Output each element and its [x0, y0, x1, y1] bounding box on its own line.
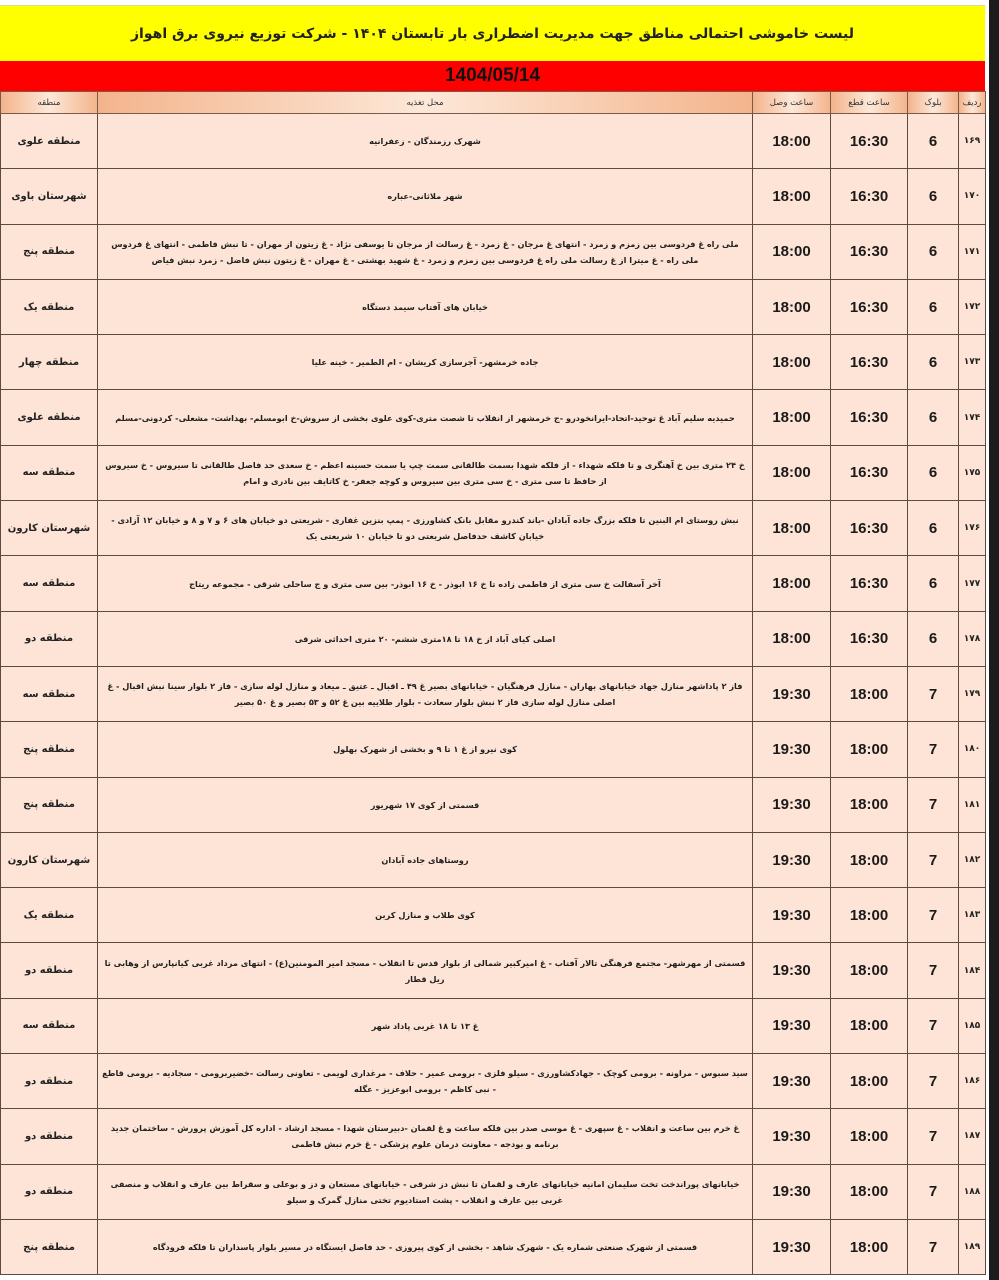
table-row	[1, 279, 986, 334]
row-number: ۱۷۷	[959, 556, 986, 611]
cut-time: 18:00	[831, 1219, 908, 1274]
table-row	[1, 335, 986, 390]
region-name: منطقه دو	[1, 1109, 98, 1164]
region-name: منطقه سه	[1, 445, 98, 500]
cut-time: 18:00	[831, 832, 908, 887]
table-row	[1, 832, 986, 887]
col-header-connect-time: ساعت وصل	[753, 92, 831, 114]
connect-time: 19:30	[753, 722, 831, 777]
date-banner	[0, 61, 985, 91]
block-number: 6	[908, 390, 959, 445]
connect-time: 19:30	[753, 1054, 831, 1109]
row-number: ۱۷۲	[959, 279, 986, 334]
block-number: 7	[908, 998, 959, 1053]
block-number: 7	[908, 832, 959, 887]
row-number: ۱۷۹	[959, 666, 986, 721]
block-number: 6	[908, 335, 959, 390]
cut-time: 18:00	[831, 1054, 908, 1109]
cut-time: 16:30	[831, 611, 908, 666]
table-row	[1, 777, 986, 832]
col-header-cut-time: ساعت قطع	[831, 92, 908, 114]
outage-table	[0, 91, 986, 1275]
block-number: 7	[908, 888, 959, 943]
cut-time: 18:00	[831, 1109, 908, 1164]
table-header-row	[1, 92, 986, 114]
row-number: ۱۸۶	[959, 1054, 986, 1109]
feed-location: خیابان های آفتاب سیمد دستگاه	[98, 279, 753, 334]
row-number: ۱۷۴	[959, 390, 986, 445]
block-number: 6	[908, 114, 959, 169]
schedule-date: 1404/05/14	[444, 65, 541, 86]
region-name: منطقه دو	[1, 943, 98, 998]
region-name: منطقه یک	[1, 888, 98, 943]
row-number: ۱۷۵	[959, 445, 986, 500]
region-name: منطقه سه	[1, 666, 98, 721]
region-name: منطقه دو	[1, 1054, 98, 1109]
cut-time: 16:30	[831, 114, 908, 169]
region-name: منطقه پنج	[1, 777, 98, 832]
table-row	[1, 722, 986, 777]
table-row	[1, 390, 986, 445]
outage-schedule-sheet	[0, 5, 985, 1275]
region-name: منطقه یک	[1, 279, 98, 334]
region-name: منطقه پنج	[1, 224, 98, 279]
table-row	[1, 1219, 986, 1274]
connect-time: 18:00	[753, 611, 831, 666]
cut-time: 16:30	[831, 279, 908, 334]
connect-time: 19:30	[753, 777, 831, 832]
cut-time: 18:00	[831, 888, 908, 943]
connect-time: 18:00	[753, 114, 831, 169]
table-row	[1, 114, 986, 169]
region-name: منطقه پنج	[1, 1219, 98, 1274]
block-number: 7	[908, 1164, 959, 1219]
cut-time: 18:00	[831, 998, 908, 1053]
col-header-block: بلوک	[908, 92, 959, 114]
cut-time: 16:30	[831, 224, 908, 279]
cut-time: 16:30	[831, 390, 908, 445]
feed-location: شهر ملاثانی-عباره	[98, 169, 753, 224]
feed-location: سید سبوس - مراونه - برومی کوچک - جهادکشاورزی - سیلو فلزی - برومی عمیر - حلاف - مرغداری لویمی - تعاونی رسالت -خضیربرومی - سجادیه - برومی قاطع - نبی کاظم - برومی ابوعزیز - عگله	[98, 1054, 753, 1109]
block-number: 7	[908, 777, 959, 832]
title-banner	[0, 5, 985, 61]
col-header-location: محل تغذیه	[98, 92, 753, 114]
feed-location: نبش روستای ام البنین تا فلکه بزرگ جاده آبادان -باند کندرو مقابل بانک کشاورزی - پمپ بنزین غفاری - شریعتی دو خیابان های ۶ و ۷ و ۸ و خیابان ۱۲ آزادی - خیابان کاشف حدفاصل شریعتی دو تا خیابان ۱۰ شریعتی یک	[98, 501, 753, 556]
cut-time: 16:30	[831, 169, 908, 224]
row-number: ۱۸۸	[959, 1164, 986, 1219]
feed-location: آخر آسفالت خ سی متری از فاطمی زاده تا خ ۱۶ ابوذر - خ ۱۶ ابوذر- بین سی متری و ج ساحلی شرقی - مجموعه ریتاج	[98, 556, 753, 611]
feed-location: قسمتی از کوی ۱۷ شهریور	[98, 777, 753, 832]
row-number: ۱۷۱	[959, 224, 986, 279]
cut-time: 16:30	[831, 335, 908, 390]
connect-time: 19:30	[753, 666, 831, 721]
connect-time: 18:00	[753, 335, 831, 390]
connect-time: 19:30	[753, 998, 831, 1053]
feed-location: روستاهای جاده آبادان	[98, 832, 753, 887]
connect-time: 18:00	[753, 169, 831, 224]
row-number: ۱۸۹	[959, 1219, 986, 1274]
window-edge	[989, 0, 999, 1280]
feed-location: کوی نیرو از غ ۱ تا ۹ و بخشی از شهرک بهلول	[98, 722, 753, 777]
connect-time: 19:30	[753, 888, 831, 943]
feed-location: قسمتی از مهرشهر- مجتمع فرهنگی تالار آفتاب - غ امیرکبیر شمالی از بلوار قدس تا انقلاب - مسجد امیر المومنین(ع) - انتهای مرداد غربی کیانپارس از وهابی تا ریل قطار	[98, 943, 753, 998]
cut-time: 18:00	[831, 722, 908, 777]
connect-time: 19:30	[753, 1109, 831, 1164]
connect-time: 18:00	[753, 501, 831, 556]
feed-location: فاز ۲ پاداشهر منازل جهاد خیابانهای بهاران - منازل فرهنگیان - خیابانهای بصیر غ ۴۹ ـ اقبال ـ عتیق ـ میعاد و منازل لوله سازی - فاز ۲ بلوار سینا نبش اقبال - غ اصلی منازل لوله سازی فاز ۲ نبش بلوار سعادت - بلوار طلاییه بین غ ۵۲ و ۵۳ بصیر و غ ۵۰ بصیر	[98, 666, 753, 721]
feed-location: حمیدیه سلیم آباد غ توحید-اتحاد-ایرانخودرو -ج خرمشهر از انقلاب تا شصت متری-کوی علوی بخشی از سروش-خ ابومسلم- بهداشت- مشعلی- کردونی-مسلم	[98, 390, 753, 445]
region-name: شهرستان باوی	[1, 169, 98, 224]
row-number: ۱۸۵	[959, 998, 986, 1053]
row-number: ۱۸۴	[959, 943, 986, 998]
row-number: ۱۸۲	[959, 832, 986, 887]
cut-time: 16:30	[831, 501, 908, 556]
feed-location: غ ۱۳ تا ۱۸ غربی پاداد شهر	[98, 998, 753, 1053]
feed-location: خیابانهای پوراندخت تخت سلیمان امانیه خیابانهای عارف و لقمان تا نبش دز شرقی - خیابانهای مستعان و دز و بوعلی و سقراط بین عارف و انقلاب و منصفی غربی بین عارف و انقلاب - پشت استادیوم تختی منازل گمرک و سیلو	[98, 1164, 753, 1219]
table-body	[1, 114, 986, 1275]
region-name: منطقه علوی	[1, 114, 98, 169]
region-name: شهرستان کارون	[1, 832, 98, 887]
connect-time: 19:30	[753, 943, 831, 998]
cut-time: 16:30	[831, 445, 908, 500]
cut-time: 18:00	[831, 777, 908, 832]
block-number: 7	[908, 1109, 959, 1164]
feed-location: ملی راه غ فردوسی بین زمزم و زمرد - انتهای غ مرجان - غ زمرد - غ رسالت از مرجان تا یوسفی نژاد - غ زیتون از مهران - تا نبش فاطمی - انتهای غ فردوس ملی راه - غ میترا از غ رسالت ملی راه غ فردوسی بین زمزم و زمرد - غ شهید بهشتی - غ مهران - غ زیتون نبش فاضل - زمرد نبش فیاض	[98, 224, 753, 279]
row-number: ۱۸۰	[959, 722, 986, 777]
row-number: ۱۷۸	[959, 611, 986, 666]
feed-location: اصلی کیای آباد از خ ۱۸ تا ۱۸متری ششم- ۲۰ متری احداثی شرقی	[98, 611, 753, 666]
table-row	[1, 1054, 986, 1109]
table-row	[1, 1164, 986, 1219]
connect-time: 19:30	[753, 1164, 831, 1219]
region-name: منطقه چهار	[1, 335, 98, 390]
region-name: منطقه پنج	[1, 722, 98, 777]
block-number: 7	[908, 666, 959, 721]
table-row	[1, 1109, 986, 1164]
block-number: 6	[908, 445, 959, 500]
connect-time: 19:30	[753, 832, 831, 887]
region-name: منطقه سه	[1, 556, 98, 611]
row-number: ۱۷۶	[959, 501, 986, 556]
feed-location: جاده خرمشهر- آجرسازی کریشان - ام الطمیر - خینه علیا	[98, 335, 753, 390]
cut-time: 18:00	[831, 943, 908, 998]
block-number: 6	[908, 224, 959, 279]
block-number: 7	[908, 1054, 959, 1109]
cut-time: 18:00	[831, 666, 908, 721]
table-row	[1, 556, 986, 611]
cut-time: 18:00	[831, 1164, 908, 1219]
feed-location: خ ۲۴ متری بین خ آهنگری و تا فلکه شهداء - از فلکه شهدا بسمت طالقانی سمت چپ یا سمت حسینه اعظم - خ سعدی حد فاصل طالقانی تا سیروس - خ سیروس از حافظ تا سی متری - خ سی متری بین سیروس و کوچه جعفر- خ کاتایف بین نادری و امام	[98, 445, 753, 500]
block-number: 6	[908, 611, 959, 666]
table-row	[1, 224, 986, 279]
page-title: لیست خاموشی احتمالی مناطق جهت مدیریت اضطراری بار تابستان ۱۴۰۴ - شرکت توزیع نیروی برق اهواز	[130, 25, 854, 42]
table-row	[1, 666, 986, 721]
row-number: ۱۷۳	[959, 335, 986, 390]
region-name: منطقه علوی	[1, 390, 98, 445]
feed-location: غ خرم بین ساعت و انقلاب - غ سپهری - غ موسی صدر بین فلکه ساعت و غ لقمان -دبیرستان شهدا - مسجد ارشاد - اداره کل آموزش پرورش - ساختمان جدید برنامه و بودجه - معاونت درمان علوم پزشکی - غ خرم نبش فاطمی	[98, 1109, 753, 1164]
table-row	[1, 501, 986, 556]
table-row	[1, 943, 986, 998]
region-name: شهرستان کارون	[1, 501, 98, 556]
cut-time: 16:30	[831, 556, 908, 611]
row-number: ۱۸۱	[959, 777, 986, 832]
region-name: منطقه سه	[1, 998, 98, 1053]
feed-location: قسمتی از شهرک صنعتی شماره یک - شهرک شاهد - بخشی از کوی پیروزی - حد فاصل ایستگاه در مسیر بلوار پاسداران تا فلکه فرودگاه	[98, 1219, 753, 1274]
block-number: 6	[908, 279, 959, 334]
block-number: 6	[908, 556, 959, 611]
table-row	[1, 998, 986, 1053]
connect-time: 18:00	[753, 556, 831, 611]
table-row	[1, 169, 986, 224]
feed-location: شهرک رزمندگان - زعفرانیه	[98, 114, 753, 169]
table-row	[1, 445, 986, 500]
connect-time: 18:00	[753, 224, 831, 279]
row-number: ۱۸۳	[959, 888, 986, 943]
block-number: 7	[908, 722, 959, 777]
block-number: 6	[908, 169, 959, 224]
row-number: ۱۸۷	[959, 1109, 986, 1164]
region-name: منطقه دو	[1, 1164, 98, 1219]
connect-time: 18:00	[753, 279, 831, 334]
connect-time: 18:00	[753, 390, 831, 445]
connect-time: 19:30	[753, 1219, 831, 1274]
table-row	[1, 888, 986, 943]
row-number: ۱۷۰	[959, 169, 986, 224]
col-header-row-no: ردیف	[959, 92, 986, 114]
feed-location: کوی طلاب و منازل کربن	[98, 888, 753, 943]
region-name: منطقه دو	[1, 611, 98, 666]
block-number: 6	[908, 501, 959, 556]
col-header-region: منطقه	[1, 92, 98, 114]
connect-time: 18:00	[753, 445, 831, 500]
block-number: 7	[908, 1219, 959, 1274]
table-row	[1, 611, 986, 666]
block-number: 7	[908, 943, 959, 998]
row-number: ۱۶۹	[959, 114, 986, 169]
